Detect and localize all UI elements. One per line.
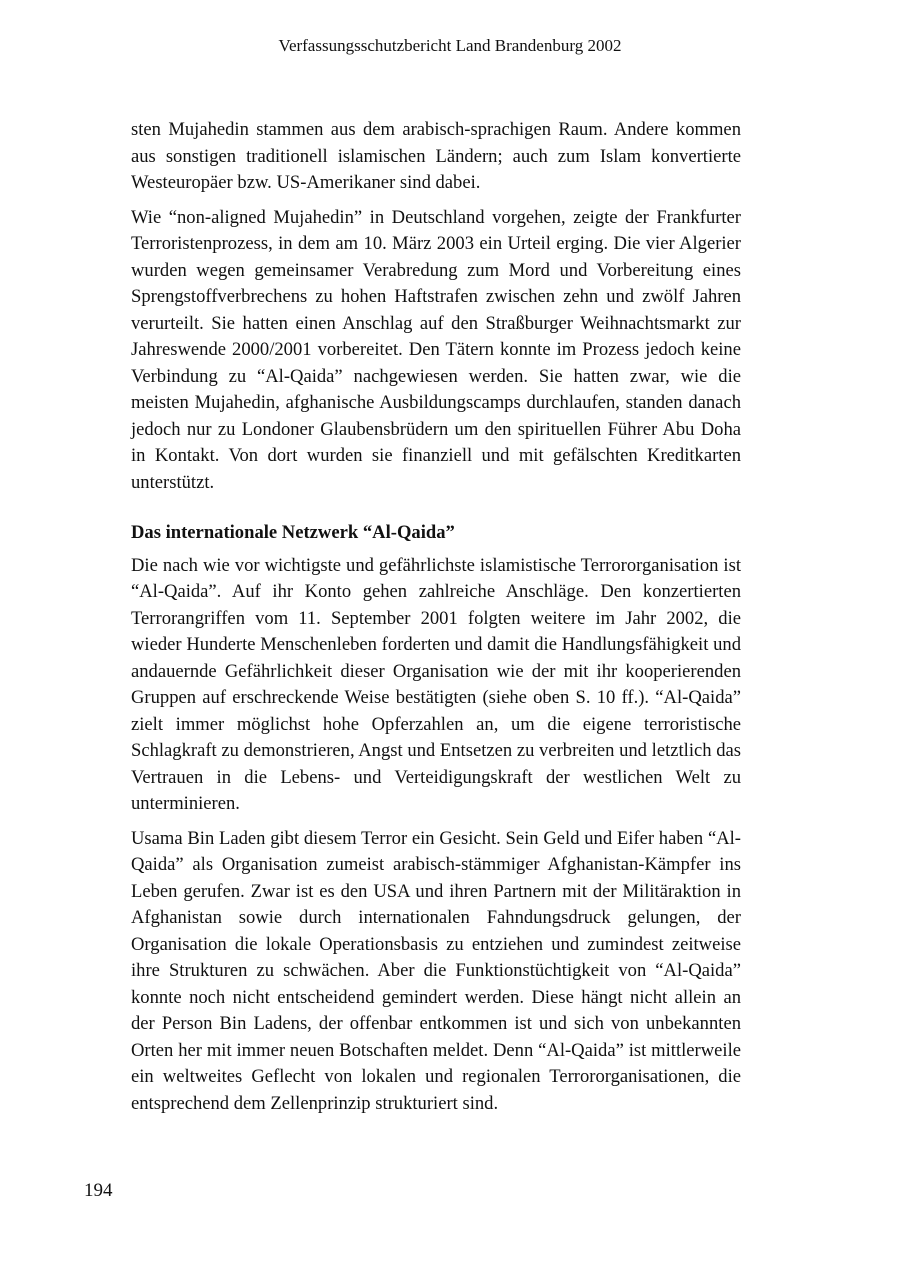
page-number: 194 xyxy=(84,1180,113,1201)
body-paragraph: Die nach wie vor wichtigste und gefährlichste islamistische Terrororganisation ist “Al-Qaida”. Auf ihr Konto gehen zahlreiche Anschläge. Den konzertierten Terrorangriffen vom 11. September 2001 folgten weitere im Jahr 2002, die wieder Hunderte Menschenleben forderten und damit die Handlungsfähigkeit und andauernde Gefährlichkeit dieser Organisation wie der mit ihr kooperierenden Gruppen auf erschreckende Weise bestätigten (siehe oben S. 10 ff.). “Al-Qaida” zielt immer möglichst hohe Opferzahlen an, um die eigene terroristische Schlagkraft zu demonstrieren, Angst und Entsetzen zu verbreiten und letztlich das Vertrauen in die Lebens- und Verteidigungskraft der westlichen Welt zu unterminieren. xyxy=(131,554,741,814)
running-header-title: Verfassungsschutzbericht Land Brandenburg 2002 xyxy=(278,36,622,55)
section-heading: Das internationale Netzwerk “Al-Qaida” xyxy=(131,522,455,543)
body-paragraph: sten Mujahedin stammen aus dem arabisch-sprachigen Raum. Andere kommen aus sonstigen traditionell islamischen Ländern; auch zum Islam konvertierte Westeuropäer bzw. US-Amerikaner sind dabei. xyxy=(131,119,741,193)
body-paragraph: Wie “non-aligned Mujahedin” in Deutschland vorgehen, zeigte der Frankfurter Terroristenprozess, in dem am 10. März 2003 ein Urteil erging. Die vier Algerier wurden wegen gemeinsamer Verabredung zum Mord und Vorbereitung eines Sprengstoffverbrechens zu hohen Haftstrafen zwischen zehn und zwölf Jahren verurteilt. Sie hatten einen Anschlag auf den Straßburger Weihnachtsmarkt zur Jahreswende 2000/2001 vorbereitet. Den Tätern konnte im Prozess jedoch keine Verbindung zu “Al-Qaida” nachgewiesen werden. Sie hatten zwar, wie die meisten Mujahedin, afghanische Ausbildungscamps durchlaufen, standen danach jedoch nur zu Londoner Glaubensbrüdern um den spirituellen Führer Abu Doha in Kontakt. Von dort wurden sie finanziell und mit gefälschten Kreditkarten unterstützt. xyxy=(131,206,741,493)
body-paragraph: Usama Bin Laden gibt diesem Terror ein Gesicht. Sein Geld und Eifer haben “Al-Qaida” als Organisation zumeist arabisch-stämmiger Afghanistan-Kämpfer ins Leben gerufen. Zwar ist es den USA und ihren Partnern mit der Militäraktion in Afghanistan sowie durch internationalen Fahndungsdruck gelungen, der Organisation die lokale Operationsbasis zu entziehen und zumindest zeitweise ihre Strukturen zu schwächen. Aber die Funktionstüchtigkeit von “Al-Qaida” konnte noch nicht entscheidend gemindert werden. Diese hängt nicht allein an der Person Bin Ladens, der offenbar entkommen ist und sich von unbekannten Orten her mit immer neuen Botschaften meldet. Denn “Al-Qaida” ist mittlerweile ein weltweites Geflecht von lokalen und regionalen Terrororganisationen, die entsprechend dem Zellenprinzip strukturiert sind. xyxy=(131,827,741,1114)
main-text-column xyxy=(131,117,741,1125)
